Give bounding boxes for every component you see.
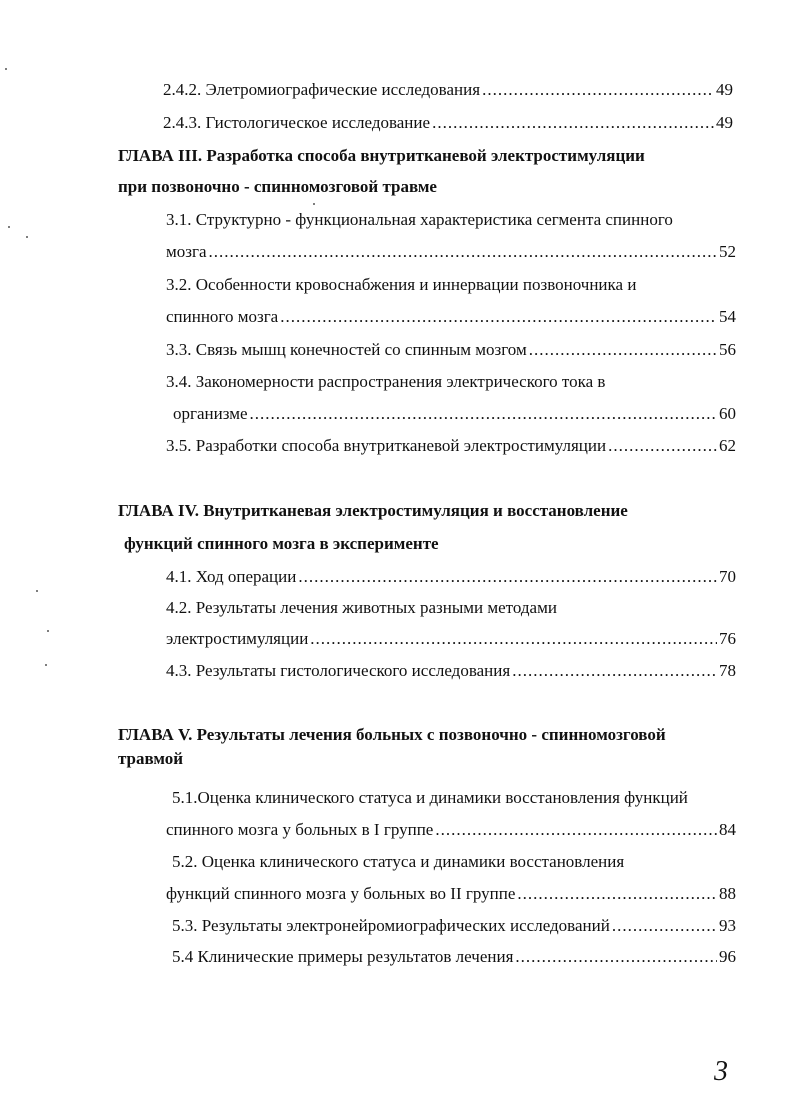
toc-entry-4-2 xyxy=(166,628,736,650)
chapter-5-title-cont: травмой xyxy=(118,749,184,768)
toc-page-number: 84 xyxy=(719,820,736,839)
toc-entry-3-4 xyxy=(173,403,736,425)
toc-leader xyxy=(608,435,717,457)
toc-entry-3-1-line1: 3.1. Структурно - функциональная характеристика сегмента спинного xyxy=(166,210,673,229)
toc-entry-label: 2.4.3. Гистологическое исследование xyxy=(163,113,431,132)
toc-entry-5-1 xyxy=(166,819,736,841)
toc-page-number: 49 xyxy=(716,80,733,99)
toc-leader xyxy=(512,660,717,682)
toc-entry-label: мозга xyxy=(166,242,207,261)
toc-entry-label: электростимуляции xyxy=(166,629,309,648)
toc-entry-3-1 xyxy=(166,241,736,263)
toc-entry-label: функций спинного мозга у больных во II группе xyxy=(166,884,516,903)
toc-page-number: 52 xyxy=(719,242,736,261)
toc-leader xyxy=(529,339,717,361)
page-number: 3 xyxy=(714,1056,728,1087)
toc-leader xyxy=(250,403,718,425)
toc-entry-label: организме xyxy=(173,404,248,423)
toc-entry-3-2-line1: 3.2. Особенности кровоснабжения и иннервации позвоночника и xyxy=(166,275,637,294)
toc-page-number: 96 xyxy=(719,947,736,966)
toc-leader xyxy=(482,79,714,101)
chapter-4-title: ГЛАВА IV. Внутритканевая электростимуляция и восстановление xyxy=(118,501,628,520)
toc-entry-5-1-line1: 5.1.Оценка клинического статуса и динамики восстановления функций xyxy=(172,788,688,807)
toc-entry-label: 3.5. Разработки способа внутритканевой электростимуляции xyxy=(166,436,607,455)
scan-speck xyxy=(26,236,28,238)
scan-speck xyxy=(36,590,38,592)
toc-entry-3-3 xyxy=(166,339,736,361)
toc-leader xyxy=(298,566,717,588)
toc-leader xyxy=(612,915,717,937)
toc-entry-5-4 xyxy=(172,946,736,968)
toc-entry-2-4-3 xyxy=(163,112,733,134)
toc-leader xyxy=(310,628,717,650)
toc-entry-label: 3.3. Связь мышц конечностей со спинным мозгом xyxy=(166,340,527,359)
toc-page-number: 60 xyxy=(719,404,736,423)
toc-entry-4-3 xyxy=(166,660,736,682)
toc-entry-5-2-line1: 5.2. Оценка клинического статуса и динамики восстановления xyxy=(172,852,625,871)
toc-entry-label: спинного мозга xyxy=(166,307,279,326)
scan-speck xyxy=(45,664,47,666)
scan-speck xyxy=(8,226,10,228)
chapter-5-title: ГЛАВА V. Результаты лечения больных с позвоночно - спинномозговой xyxy=(118,725,666,744)
toc-leader xyxy=(435,819,717,841)
toc-entry-3-5 xyxy=(166,435,736,457)
toc-entry-label: 5.3. Результаты электронейромиографических исследований xyxy=(172,916,610,935)
scan-speck xyxy=(313,203,315,205)
toc-page-number: 70 xyxy=(719,567,736,586)
toc-entry-3-4-line1: 3.4. Закономерности распространения электрического тока в xyxy=(166,372,606,391)
toc-leader xyxy=(432,112,714,134)
toc-leader xyxy=(515,946,717,968)
chapter-3-title-cont: при позвоночно - спинномозговой травме xyxy=(118,177,437,196)
toc-page-number: 49 xyxy=(716,113,733,132)
toc-entry-5-3 xyxy=(172,915,736,937)
chapter-3-title: ГЛАВА III. Разработка способа внутритканевой электростимуляции xyxy=(118,146,645,165)
toc-page-number: 78 xyxy=(719,661,736,680)
toc-entry-4-1 xyxy=(166,566,736,588)
scan-speck xyxy=(47,630,49,632)
toc-entry-label: спинного мозга у больных в I группе xyxy=(166,820,434,839)
toc-entry-label: 4.1. Ход операции xyxy=(166,567,297,586)
toc-leader xyxy=(280,306,717,328)
toc-entry-label: 5.4 Клинические примеры результатов лечения xyxy=(172,947,514,966)
toc-page-number: 76 xyxy=(719,629,736,648)
toc-entry-label: 4.3. Результаты гистологического исследования xyxy=(166,661,511,680)
toc-page-number: 93 xyxy=(719,916,736,935)
toc-page-number: 88 xyxy=(719,884,736,903)
toc-entry-3-2 xyxy=(166,306,736,328)
toc-entry-4-2-line1: 4.2. Результаты лечения животных разными методами xyxy=(166,598,557,617)
toc-entry-2-4-2 xyxy=(163,79,733,101)
toc-leader xyxy=(209,241,718,263)
toc-page-number: 54 xyxy=(719,307,736,326)
toc-entry-5-2 xyxy=(166,883,736,905)
scan-speck xyxy=(5,68,7,70)
toc-page-number: 62 xyxy=(719,436,736,455)
toc-entry-label: 2.4.2. Элетромиографические исследования xyxy=(163,80,481,99)
chapter-4-title-cont: функций спинного мозга в эксперименте xyxy=(124,534,439,553)
toc-leader xyxy=(517,883,717,905)
toc-page-number: 56 xyxy=(719,340,736,359)
